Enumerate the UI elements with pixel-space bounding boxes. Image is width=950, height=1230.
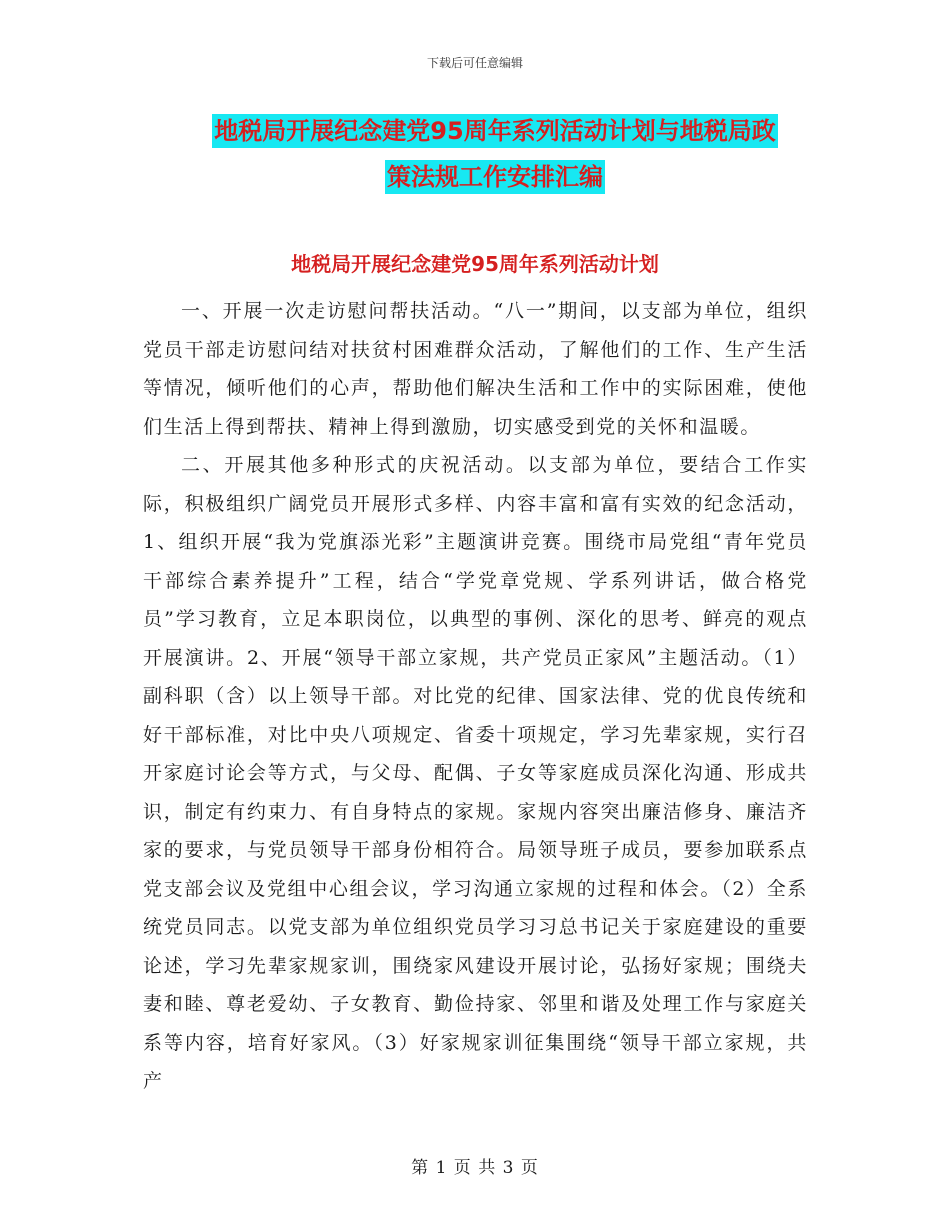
page-number-footer: 第 1 页 共 3 页 — [411, 1158, 539, 1178]
body-paragraph: 二、开展其他多种形式的庆祝活动。以支部为单位，要结合工作实际，积极组织广阔党员开展形式多样、内容丰富和富有实效的纪念活动，1、组织开展“我为党旗添光彩”主题演讲竞赛。围绕市局党组“青年党员干部综合素养提升”工程，结合“学党章党规、学系列讲话，做合格党员”学习教育，立足本职岗位，以典型的事例、深化的思考、鲜亮的观点开展演讲。2、开展“领导干部立家规，共产党员正家风”主题活动。（1）副科职（含）以上领导干部。对比党的纪律、国家法律、党的优良传统和好干部标准，对比中央八项规定、省委十项规定，学习先辈家规，实行召开家庭讨论会等方式，与父母、配偶、子女等家庭成员深化沟通、形成共识，制定有约束力、有自身特点的家规。家规内容突出廉洁修身、廉洁齐家的要求，与党员领导干部身份相符合。局领导班子成员，要参加联系点党支部会议及党组中心组会议，学习沟通立家规的过程和体会。（2）全系统党员同志。以党支部为单位组织党员学习习总书记关于家庭建设的重要论述，学习先辈家规家训，围绕家风建设开展讨论，弘扬好家规；围绕夫妻和睦、尊老爱幼、子女教育、勤俭持家、邻里和谐及处理工作与家庭关系等内容，培育好家风。（3）好家规家训征集围绕“领导干部立家规，共产 — [143, 454, 808, 1092]
page-header-note: 下载后可任意编辑 — [426, 56, 523, 70]
section-title: 地税局开展纪念建党95周年系列活动计划 — [291, 252, 659, 276]
body-paragraph: 一、开展一次走访慰问帮扶活动。“八一”期间，以支部为单位，组织党员干部走访慰问结对扶贫村困难群众活动，了解他们的工作、生产生活等情况，倾听他们的心声，帮助他们解决生活和工作中的实际困难，使他们生活上得到帮扶、精神上得到激励，切实感受到党的关怀和温暖。 — [143, 300, 808, 438]
document-title — [150, 108, 840, 200]
document-title-line-2: 策法规工作安排汇编 — [385, 160, 605, 194]
document-body — [143, 292, 808, 1101]
document-title-line-1: 地税局开展纪念建党95周年系列活动计划与地税局政 — [212, 114, 777, 148]
